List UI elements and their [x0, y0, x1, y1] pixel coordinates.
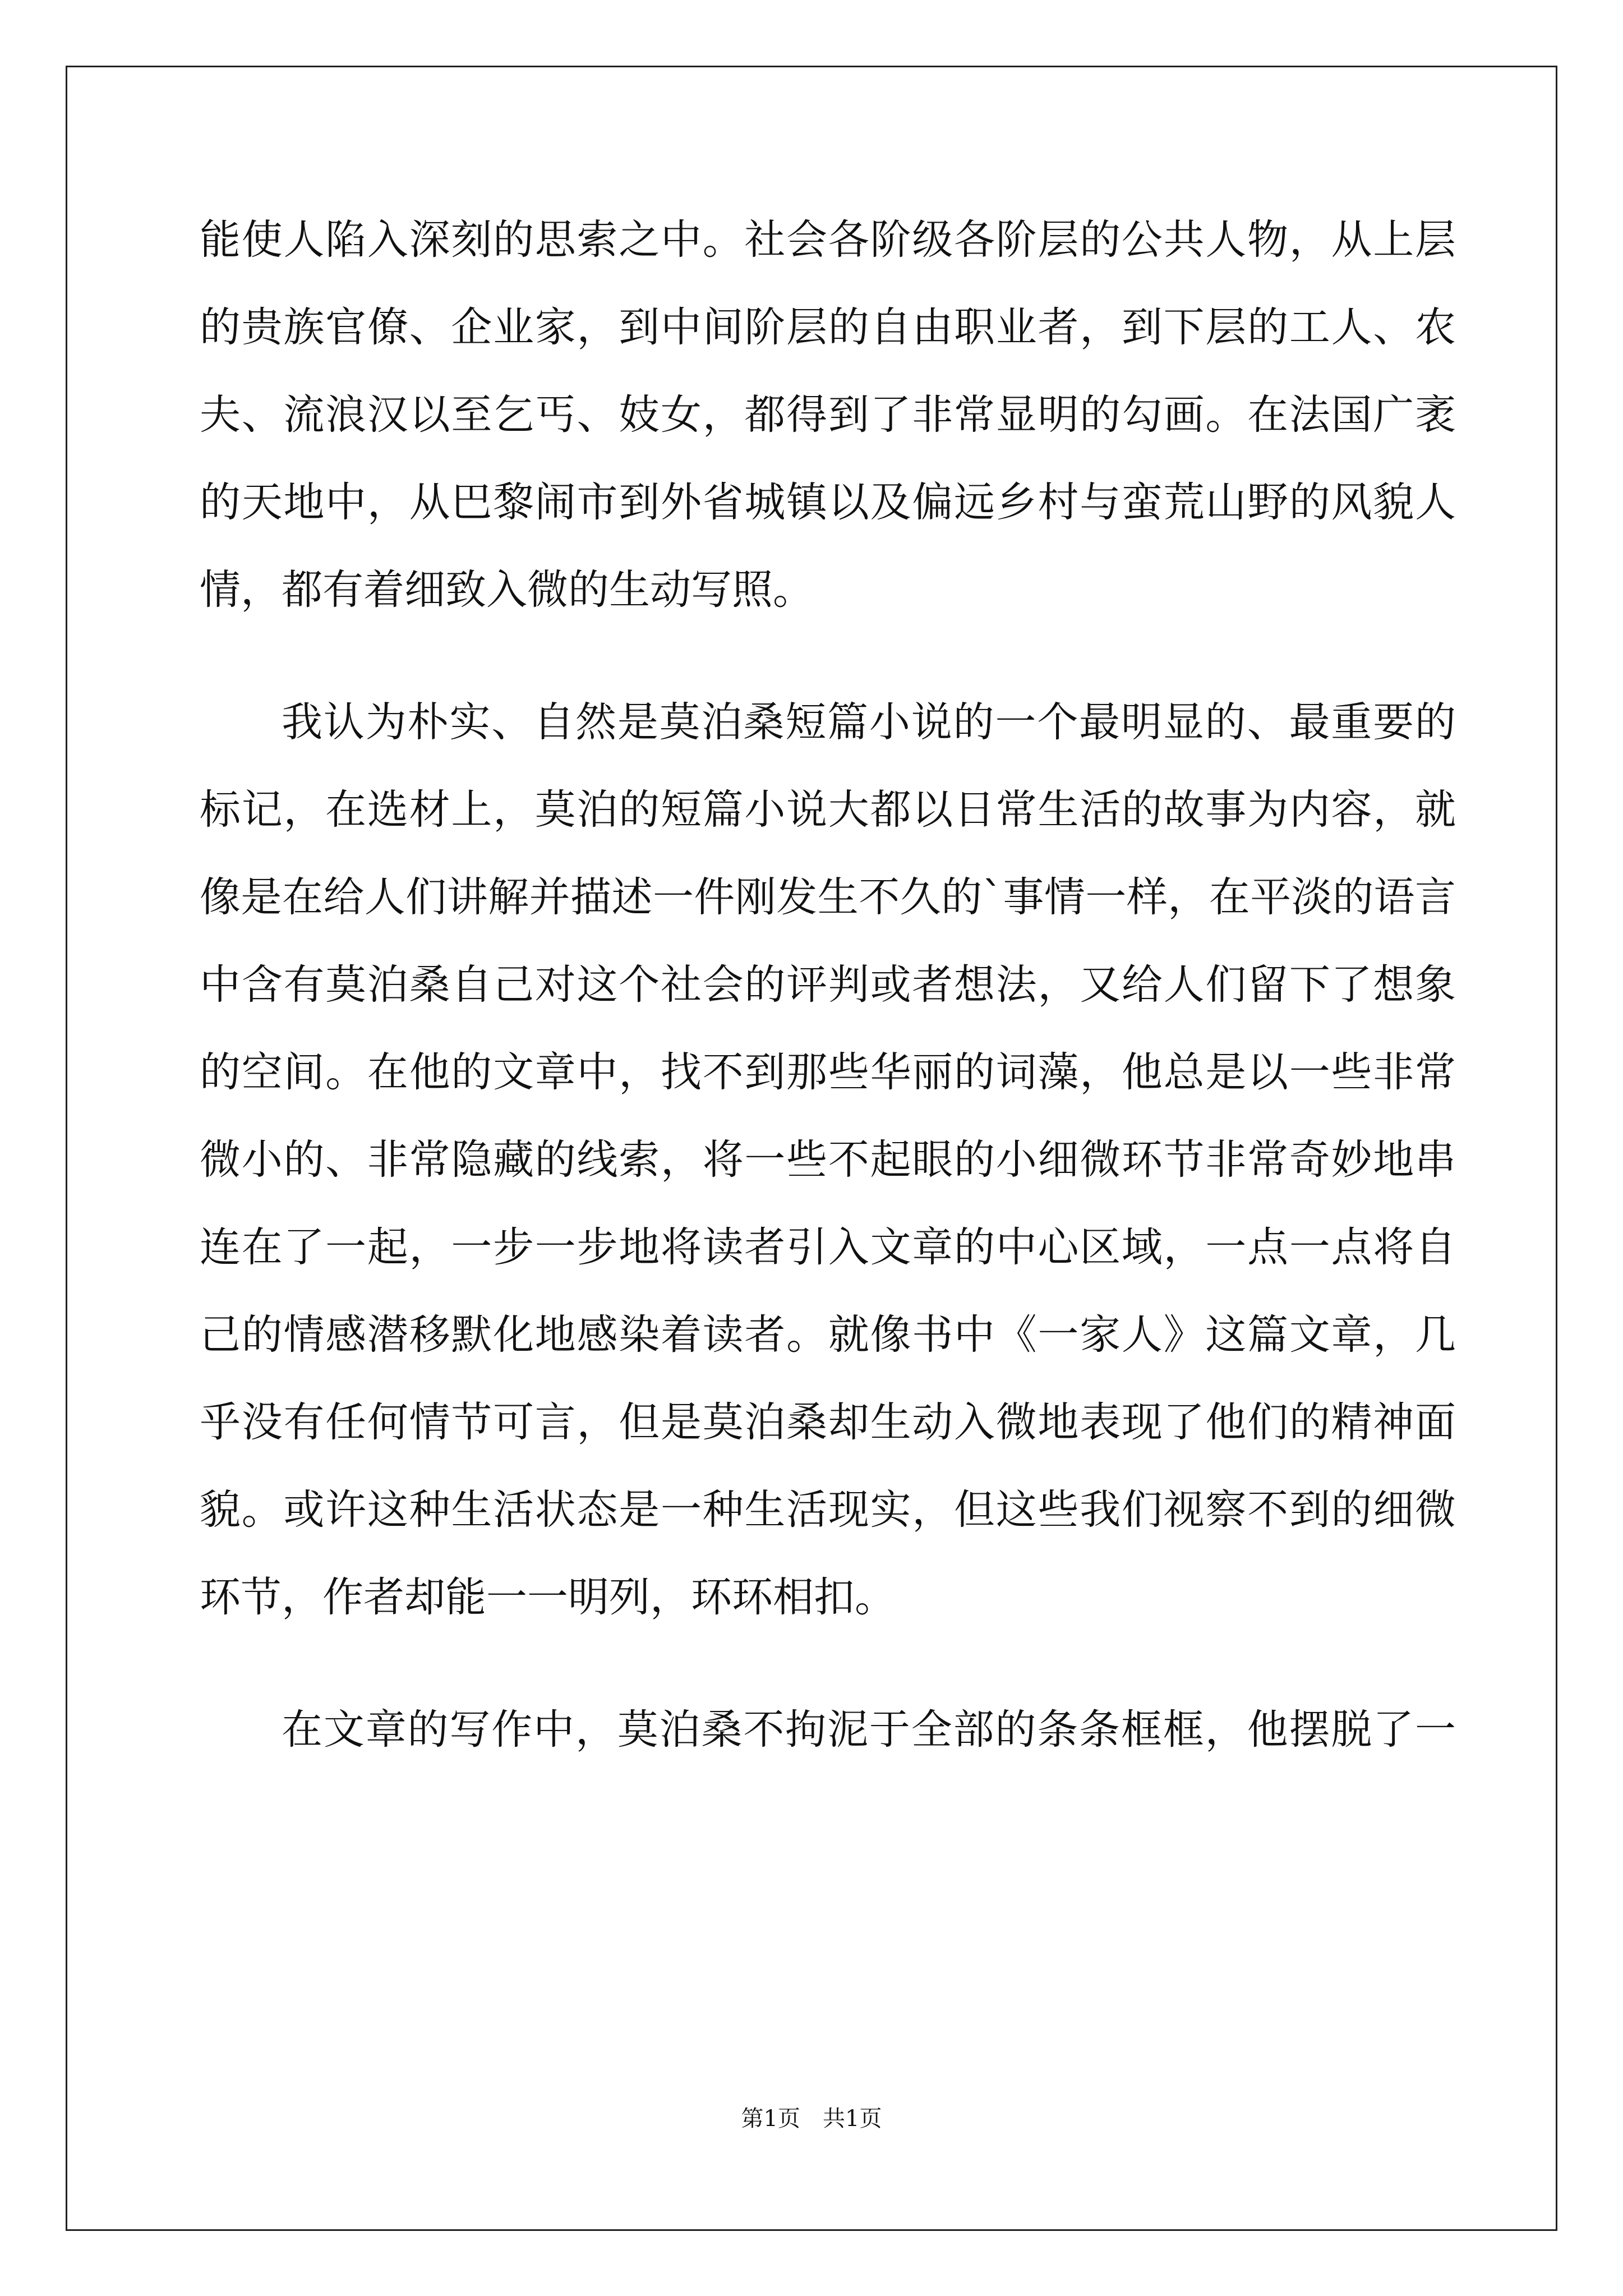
text-line: 中含有莫泊桑自己对这个社会的评判或者想法，又给人们留下了想象 [200, 961, 1456, 1009]
text-line: 貌。或许这种生活状态是一种生活现实，但这些我们视察不到的细微 [200, 1486, 1456, 1534]
text-line: 环节，作者却能一一明列，环环相扣。 [200, 1573, 896, 1621]
paragraph-gap [200, 1641, 1456, 1686]
text-line: 的贵族官僚、企业家，到中间阶层的自由职业者，到下层的工人、农 [200, 303, 1456, 351]
text-line: 乎没有任何情节可言，但是莫泊桑却生动入微地表现了他们的精神面 [200, 1398, 1456, 1446]
text-line: 的空间。在他的文章中，找不到那些华丽的词藻，他总是以一些非常 [200, 1048, 1456, 1096]
document-body [200, 196, 1456, 1774]
text-line: 像是在给人们讲解并描述一件刚发生不久的`事情一样，在平淡的语言 [200, 873, 1456, 921]
text-line: 我认为朴实、自然是莫泊桑短篇小说的一个最明显的、最重要的 [282, 698, 1456, 746]
page-footer: 第1页 共1页 [741, 2106, 882, 2132]
text-line: 的天地中，从巴黎闹市到外省城镇以及偏远乡村与蛮荒山野的风貌人 [200, 478, 1456, 526]
text-line: 夫、流浪汉以至乞丐、妓女，都得到了非常显明的勾画。在法国广袤 [200, 391, 1456, 439]
text-line: 情，都有着细致入微的生动写照。 [200, 566, 814, 614]
text-line: 在文章的写作中，莫泊桑不拘泥于全部的条条框框，他摆脱了一 [282, 1706, 1456, 1754]
text-line: 标记，在选材上，莫泊的短篇小说大都以日常生活的故事为内容，就 [200, 786, 1456, 834]
text-line: 己的情感潜移默化地感染着读者。就像书中《一家人》这篇文章，几 [200, 1311, 1456, 1359]
paragraph-gap [200, 634, 1456, 679]
text-line: 能使人陷入深刻的思索之中。社会各阶级各阶层的公共人物，从上层 [200, 216, 1456, 264]
text-line: 连在了一起，一步一步地将读者引入文章的中心区域，一点一点将自 [200, 1223, 1456, 1271]
text-line: 微小的、非常隐藏的线索，将一些不起眼的小细微环节非常奇妙地串 [200, 1136, 1456, 1184]
